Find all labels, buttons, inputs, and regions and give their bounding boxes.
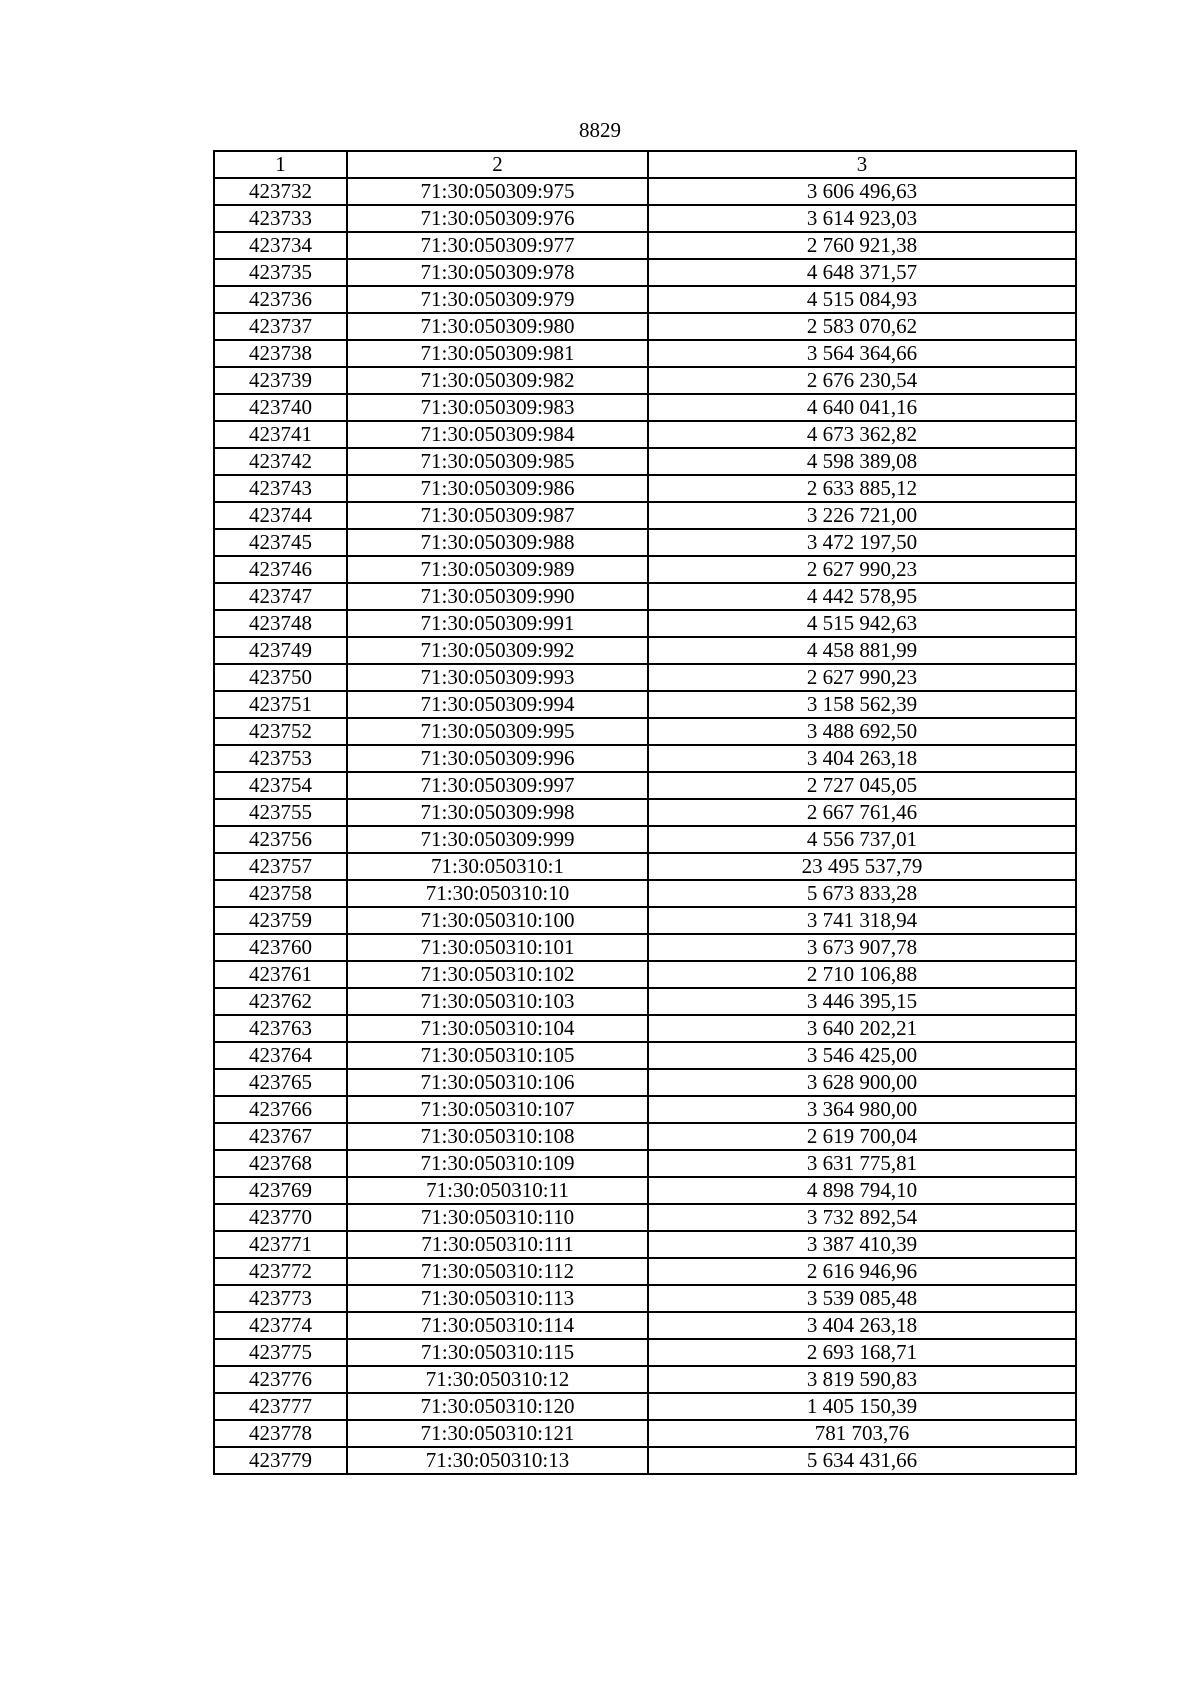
row-number-cell: 423768 (214, 1150, 347, 1177)
value-cell: 4 648 371,57 (648, 259, 1076, 286)
value-cell: 2 710 106,88 (648, 961, 1076, 988)
value-cell: 3 539 085,48 (648, 1285, 1076, 1312)
row-number-cell: 423766 (214, 1096, 347, 1123)
cadastral-number-cell: 71:30:050310:108 (347, 1123, 648, 1150)
row-number-cell: 423758 (214, 880, 347, 907)
table-row (214, 664, 1076, 691)
value-cell: 4 515 942,63 (648, 610, 1076, 637)
value-cell: 3 387 410,39 (648, 1231, 1076, 1258)
table-row (214, 1123, 1076, 1150)
value-cell: 4 515 084,93 (648, 286, 1076, 313)
cadastral-number-cell: 71:30:050309:977 (347, 232, 648, 259)
table-row (214, 475, 1076, 502)
row-number-cell: 423774 (214, 1312, 347, 1339)
cadastral-number-cell: 71:30:050309:992 (347, 637, 648, 664)
table-row (214, 934, 1076, 961)
row-number-cell: 423761 (214, 961, 347, 988)
value-cell: 3 741 318,94 (648, 907, 1076, 934)
cadastral-number-cell: 71:30:050309:987 (347, 502, 648, 529)
table-row (214, 1366, 1076, 1393)
table-row (214, 448, 1076, 475)
table-row (214, 421, 1076, 448)
table-row (214, 772, 1076, 799)
value-cell: 3 488 692,50 (648, 718, 1076, 745)
row-number-cell: 423772 (214, 1258, 347, 1285)
row-number-cell: 423745 (214, 529, 347, 556)
row-number-cell: 423756 (214, 826, 347, 853)
row-number-cell: 423741 (214, 421, 347, 448)
row-number-cell: 423762 (214, 988, 347, 1015)
table-row (214, 1258, 1076, 1285)
value-cell: 2 667 761,46 (648, 799, 1076, 826)
value-cell: 3 546 425,00 (648, 1042, 1076, 1069)
row-number-cell: 423757 (214, 853, 347, 880)
cadastral-number-cell: 71:30:050310:101 (347, 934, 648, 961)
cadastral-number-cell: 71:30:050309:978 (347, 259, 648, 286)
value-cell: 3 732 892,54 (648, 1204, 1076, 1231)
cadastral-number-cell: 71:30:050309:980 (347, 313, 648, 340)
value-cell: 3 446 395,15 (648, 988, 1076, 1015)
value-cell: 4 898 794,10 (648, 1177, 1076, 1204)
cadastral-number-cell: 71:30:050309:982 (347, 367, 648, 394)
value-cell: 2 627 990,23 (648, 556, 1076, 583)
column-header-1: 1 (214, 151, 347, 178)
table-row (214, 1177, 1076, 1204)
row-number-cell: 423749 (214, 637, 347, 664)
cadastral-number-cell: 71:30:050310:107 (347, 1096, 648, 1123)
table-row (214, 988, 1076, 1015)
row-number-cell: 423743 (214, 475, 347, 502)
table-row (214, 1069, 1076, 1096)
table-row (214, 1231, 1076, 1258)
cadastral-number-cell: 71:30:050310:10 (347, 880, 648, 907)
table-row (214, 313, 1076, 340)
table-row (214, 178, 1076, 205)
table-row (214, 232, 1076, 259)
value-cell: 2 676 230,54 (648, 367, 1076, 394)
cadastral-number-cell: 71:30:050309:997 (347, 772, 648, 799)
row-number-cell: 423763 (214, 1015, 347, 1042)
table-row (214, 907, 1076, 934)
row-number-cell: 423738 (214, 340, 347, 367)
cadastral-number-cell: 71:30:050310:115 (347, 1339, 648, 1366)
row-number-cell: 423737 (214, 313, 347, 340)
row-number-cell: 423744 (214, 502, 347, 529)
value-cell: 3 226 721,00 (648, 502, 1076, 529)
table-row (214, 691, 1076, 718)
value-cell: 3 472 197,50 (648, 529, 1076, 556)
table-row (214, 1312, 1076, 1339)
cadastral-number-cell: 71:30:050310:11 (347, 1177, 648, 1204)
cadastral-number-cell: 71:30:050310:112 (347, 1258, 648, 1285)
row-number-cell: 423733 (214, 205, 347, 232)
row-number-cell: 423770 (214, 1204, 347, 1231)
cadastral-number-cell: 71:30:050309:986 (347, 475, 648, 502)
table-row (214, 1393, 1076, 1420)
value-cell: 3 673 907,78 (648, 934, 1076, 961)
cadastral-number-cell: 71:30:050310:121 (347, 1420, 648, 1447)
cadastral-number-cell: 71:30:050309:981 (347, 340, 648, 367)
value-cell: 3 606 496,63 (648, 178, 1076, 205)
value-cell: 3 614 923,03 (648, 205, 1076, 232)
table-row (214, 556, 1076, 583)
value-cell: 2 616 946,96 (648, 1258, 1076, 1285)
table-row (214, 1150, 1076, 1177)
column-header-2: 2 (347, 151, 648, 178)
row-number-cell: 423753 (214, 745, 347, 772)
row-number-cell: 423752 (214, 718, 347, 745)
cadastral-number-cell: 71:30:050310:12 (347, 1366, 648, 1393)
value-cell: 23 495 537,79 (648, 853, 1076, 880)
cadastral-number-cell: 71:30:050309:985 (347, 448, 648, 475)
cadastral-number-cell: 71:30:050309:994 (347, 691, 648, 718)
row-number-cell: 423759 (214, 907, 347, 934)
page-number: 8829 (579, 118, 621, 142)
row-number-cell: 423767 (214, 1123, 347, 1150)
value-cell: 2 619 700,04 (648, 1123, 1076, 1150)
row-number-cell: 423765 (214, 1069, 347, 1096)
row-number-cell: 423755 (214, 799, 347, 826)
row-number-cell: 423735 (214, 259, 347, 286)
value-cell: 3 819 590,83 (648, 1366, 1076, 1393)
value-cell: 3 564 364,66 (648, 340, 1076, 367)
cadastral-number-cell: 71:30:050310:109 (347, 1150, 648, 1177)
row-number-cell: 423775 (214, 1339, 347, 1366)
value-cell: 2 693 168,71 (648, 1339, 1076, 1366)
value-cell: 1 405 150,39 (648, 1393, 1076, 1420)
table-body (214, 178, 1076, 1474)
row-number-cell: 423754 (214, 772, 347, 799)
cadastral-number-cell: 71:30:050310:13 (347, 1447, 648, 1474)
value-cell: 2 633 885,12 (648, 475, 1076, 502)
value-cell: 4 640 041,16 (648, 394, 1076, 421)
table-row (214, 286, 1076, 313)
column-header-3: 3 (648, 151, 1076, 178)
value-cell: 2 583 070,62 (648, 313, 1076, 340)
cadastral-number-cell: 71:30:050310:114 (347, 1312, 648, 1339)
cadastral-number-cell: 71:30:050310:102 (347, 961, 648, 988)
table-row (214, 502, 1076, 529)
row-number-cell: 423773 (214, 1285, 347, 1312)
value-cell: 3 628 900,00 (648, 1069, 1076, 1096)
table-row (214, 826, 1076, 853)
value-cell: 3 158 562,39 (648, 691, 1076, 718)
row-number-cell: 423739 (214, 367, 347, 394)
row-number-cell: 423764 (214, 1042, 347, 1069)
table-row (214, 1096, 1076, 1123)
table-row (214, 1204, 1076, 1231)
cadastral-number-cell: 71:30:050309:983 (347, 394, 648, 421)
table-row (214, 610, 1076, 637)
cadastral-number-cell: 71:30:050309:991 (347, 610, 648, 637)
value-cell: 4 556 737,01 (648, 826, 1076, 853)
value-cell: 2 627 990,23 (648, 664, 1076, 691)
table-row (214, 799, 1076, 826)
table-row (214, 1015, 1076, 1042)
cadastral-number-cell: 71:30:050310:104 (347, 1015, 648, 1042)
cadastral-number-cell: 71:30:050309:995 (347, 718, 648, 745)
table-row (214, 529, 1076, 556)
value-cell: 3 631 775,81 (648, 1150, 1076, 1177)
cadastral-number-cell: 71:30:050309:984 (347, 421, 648, 448)
cadastral-number-cell: 71:30:050309:976 (347, 205, 648, 232)
table-row (214, 583, 1076, 610)
cadastral-table (213, 150, 1077, 1475)
table-row (214, 745, 1076, 772)
table-row (214, 367, 1076, 394)
cadastral-number-cell: 71:30:050310:110 (347, 1204, 648, 1231)
cadastral-number-cell: 71:30:050309:996 (347, 745, 648, 772)
cadastral-number-cell: 71:30:050310:106 (347, 1069, 648, 1096)
row-number-cell: 423778 (214, 1420, 347, 1447)
cadastral-number-cell: 71:30:050310:105 (347, 1042, 648, 1069)
table-row (214, 340, 1076, 367)
row-number-cell: 423779 (214, 1447, 347, 1474)
cadastral-number-cell: 71:30:050309:993 (347, 664, 648, 691)
cadastral-number-cell: 71:30:050310:103 (347, 988, 648, 1015)
row-number-cell: 423742 (214, 448, 347, 475)
cadastral-number-cell: 71:30:050309:998 (347, 799, 648, 826)
table-row (214, 205, 1076, 232)
table-row (214, 1285, 1076, 1312)
row-number-cell: 423750 (214, 664, 347, 691)
value-cell: 4 673 362,82 (648, 421, 1076, 448)
value-cell: 4 442 578,95 (648, 583, 1076, 610)
table-row (214, 961, 1076, 988)
table-row (214, 853, 1076, 880)
value-cell: 2 760 921,38 (648, 232, 1076, 259)
cadastral-number-cell: 71:30:050310:111 (347, 1231, 648, 1258)
row-number-cell: 423736 (214, 286, 347, 313)
row-number-cell: 423734 (214, 232, 347, 259)
cadastral-number-cell: 71:30:050309:989 (347, 556, 648, 583)
cadastral-number-cell: 71:30:050309:979 (347, 286, 648, 313)
value-cell: 5 673 833,28 (648, 880, 1076, 907)
table-row (214, 259, 1076, 286)
value-cell: 3 404 263,18 (648, 1312, 1076, 1339)
value-cell: 3 364 980,00 (648, 1096, 1076, 1123)
cadastral-number-cell: 71:30:050310:100 (347, 907, 648, 934)
table-row (214, 1447, 1076, 1474)
value-cell: 5 634 431,66 (648, 1447, 1076, 1474)
cadastral-number-cell: 71:30:050310:120 (347, 1393, 648, 1420)
cadastral-number-cell: 71:30:050310:1 (347, 853, 648, 880)
value-cell: 2 727 045,05 (648, 772, 1076, 799)
value-cell: 3 640 202,21 (648, 1015, 1076, 1042)
row-number-cell: 423748 (214, 610, 347, 637)
value-cell: 4 598 389,08 (648, 448, 1076, 475)
table-row (214, 718, 1076, 745)
table-header-row (214, 151, 1076, 178)
value-cell: 3 404 263,18 (648, 745, 1076, 772)
row-number-cell: 423760 (214, 934, 347, 961)
table-row (214, 1420, 1076, 1447)
cadastral-number-cell: 71:30:050309:988 (347, 529, 648, 556)
row-number-cell: 423777 (214, 1393, 347, 1420)
cadastral-number-cell: 71:30:050310:113 (347, 1285, 648, 1312)
row-number-cell: 423746 (214, 556, 347, 583)
row-number-cell: 423732 (214, 178, 347, 205)
table-row (214, 637, 1076, 664)
table-row (214, 394, 1076, 421)
value-cell: 781 703,76 (648, 1420, 1076, 1447)
table-row (214, 1042, 1076, 1069)
cadastral-number-cell: 71:30:050309:999 (347, 826, 648, 853)
row-number-cell: 423769 (214, 1177, 347, 1204)
table-row (214, 1339, 1076, 1366)
row-number-cell: 423751 (214, 691, 347, 718)
cadastral-number-cell: 71:30:050309:990 (347, 583, 648, 610)
row-number-cell: 423747 (214, 583, 347, 610)
table-row (214, 880, 1076, 907)
row-number-cell: 423740 (214, 394, 347, 421)
value-cell: 4 458 881,99 (648, 637, 1076, 664)
cadastral-number-cell: 71:30:050309:975 (347, 178, 648, 205)
row-number-cell: 423776 (214, 1366, 347, 1393)
row-number-cell: 423771 (214, 1231, 347, 1258)
